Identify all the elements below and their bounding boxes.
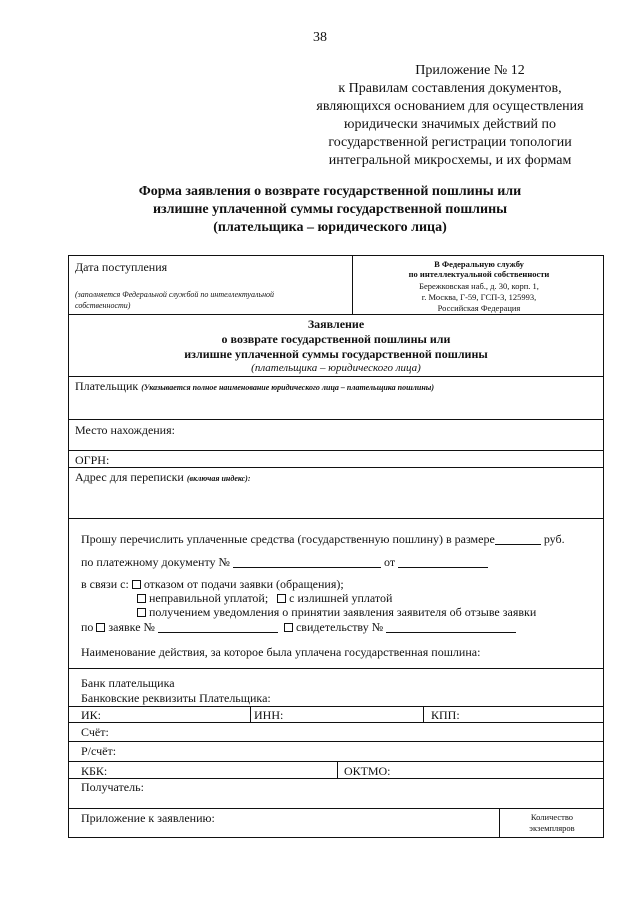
mail-address-field[interactable] — [75, 470, 251, 485]
payment-doc-label: по платежному документу № — [81, 555, 230, 569]
bank-details-label: Банковские реквизиты Плательщика: — [81, 691, 271, 705]
payment-doc-line — [81, 555, 488, 570]
statement-title: излишне уплаченной суммы государственной пошлины — [184, 347, 488, 361]
reference-line — [81, 620, 516, 635]
reason-line-1 — [81, 577, 344, 592]
amount-input[interactable] — [495, 533, 541, 545]
certificate-no-input[interactable] — [386, 621, 516, 633]
addressee-line: по интеллектуальной собственности — [408, 269, 550, 279]
application-no-input[interactable] — [158, 621, 278, 633]
bank-field[interactable]: Банк плательщика — [81, 676, 175, 690]
mail-address-label: Адрес для переписки — [75, 470, 184, 484]
attachment-field[interactable]: Приложение к заявлению: — [81, 811, 215, 825]
receipt-date-note: собственности) — [75, 301, 131, 310]
rub-text: руб. — [543, 532, 565, 546]
statement-title: о возврате государственной пошлины или — [221, 332, 451, 346]
corr-account-field[interactable]: Р/счёт: — [81, 744, 117, 758]
copies-header: Количество — [530, 812, 574, 822]
reason-refusal-label: отказом от подачи заявки (обращения); — [143, 577, 344, 591]
application-no-label: заявке № — [108, 620, 155, 634]
checkbox-application[interactable] — [96, 623, 105, 632]
mail-address-note: (включая индекс): — [186, 474, 251, 483]
divider — [337, 761, 338, 778]
addressee-line: г. Москва, Г-59, ГСП-3, 125993, — [421, 292, 537, 302]
divider — [69, 467, 603, 468]
application-form — [68, 255, 604, 838]
appendix-line: являющихся основанием для осуществления — [316, 99, 584, 114]
appendix-line: государственной регистрации топологии — [328, 135, 572, 150]
reason-withdrawal-label: получением уведомления о принятии заявления заявителя об отзыве заявки — [149, 605, 537, 619]
oktmo-field[interactable]: ОКТМО: — [344, 764, 391, 778]
addressee-line: Бережковская наб., д. 30, корп. 1, — [419, 281, 539, 291]
checkbox-wrong-payment[interactable] — [137, 594, 146, 603]
divider — [69, 741, 603, 742]
location-field[interactable]: Место нахождения: — [75, 423, 175, 437]
checkbox-overpayment[interactable] — [277, 594, 286, 603]
certificate-no-label: свидетельству № — [295, 620, 384, 634]
action-name-field[interactable]: Наименование действия, за которое была уплачена государственная пошлина: — [81, 645, 481, 659]
kpp-field[interactable]: КПП: — [431, 708, 460, 722]
reason-line-3 — [137, 605, 536, 620]
divider — [250, 706, 251, 722]
payer-note: (Указывается полное наименование юридического лица – плательщика пошлины) — [141, 383, 434, 392]
divider — [423, 706, 424, 722]
receipt-date-label: Дата поступления — [75, 260, 168, 274]
statement-subtitle: (плательщика – юридического лица) — [251, 362, 421, 374]
from-label: от — [383, 555, 396, 569]
checkbox-withdrawal-notice[interactable] — [137, 608, 146, 617]
divider — [69, 722, 603, 723]
addressee-line: В Федеральную службу — [434, 259, 524, 269]
account-field[interactable]: Счёт: — [81, 725, 109, 739]
recipient-field[interactable]: Получатель: — [81, 780, 144, 794]
title-line: (плательщика – юридического лица) — [213, 220, 447, 235]
divider — [69, 761, 603, 762]
by-label: по — [81, 620, 94, 634]
bik-field[interactable]: ИК: — [81, 708, 102, 722]
document-title — [60, 183, 600, 237]
reason-line-2 — [137, 591, 392, 606]
copies-header: экземпляров — [529, 823, 575, 833]
payer-field[interactable] — [75, 379, 434, 394]
divider — [69, 808, 603, 809]
statement-title: Заявление — [307, 317, 365, 331]
divider — [69, 376, 603, 377]
divider — [69, 450, 603, 451]
divider — [69, 668, 603, 669]
due-to-label: в связи с: — [81, 577, 129, 591]
appendix-line: интегральной микросхемы, и их формам — [328, 153, 572, 168]
appendix-header — [270, 62, 630, 170]
amount-text: Прошу перечислить уплаченные средства (государственную пошлину) в размере — [81, 532, 495, 546]
inn-field[interactable]: ИНН: — [254, 708, 284, 722]
page-number: 38 — [313, 30, 327, 45]
divider — [69, 706, 603, 707]
payment-doc-input[interactable] — [233, 556, 381, 568]
title-line: излишне уплаченной суммы государственной пошлины — [152, 202, 508, 217]
receipt-date-note: (заполняется Федеральной службой по интеллектуальной — [75, 290, 275, 299]
appendix-line: юридически значимых действий по — [344, 117, 556, 132]
payment-date-input[interactable] — [398, 556, 488, 568]
appendix-line: Приложение № 12 — [415, 63, 525, 78]
title-line: Форма заявления о возврате государственной пошлины или — [138, 184, 522, 199]
reason-overpayment-label: с излишней уплатой — [289, 591, 393, 605]
addressee-line: Российская Федерация — [437, 303, 521, 313]
kbk-field[interactable]: КБК: — [81, 764, 108, 778]
payer-label: Плательщик — [75, 379, 139, 393]
checkbox-certificate[interactable] — [284, 623, 293, 632]
checkbox-refusal[interactable] — [132, 580, 141, 589]
divider — [69, 419, 603, 420]
ogrn-field[interactable]: ОГРН: — [75, 453, 110, 467]
divider — [69, 314, 603, 315]
amount-line — [81, 532, 565, 547]
reason-wrong-payment-label: неправильной уплатой; — [149, 591, 269, 605]
divider — [69, 518, 603, 519]
appendix-line: к Правилам составления документов, — [338, 81, 562, 96]
divider — [69, 778, 603, 779]
